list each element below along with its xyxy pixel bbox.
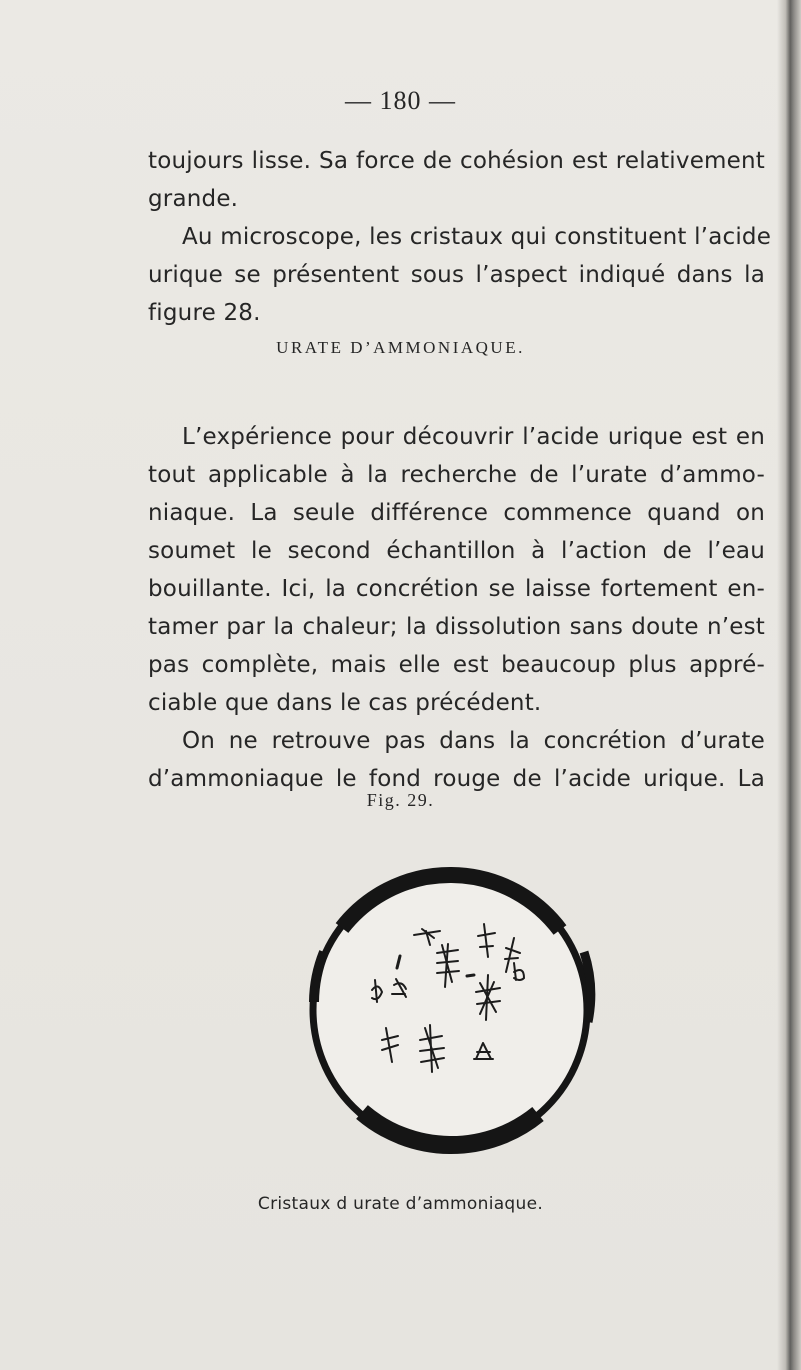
page-edge-shadow bbox=[777, 0, 801, 1370]
figure-caption: Cristaux d urate d’ammoniaque. bbox=[257, 1194, 544, 1214]
text-line: bouillante. Ici, la concrétion se laisse fortement en- bbox=[148, 576, 765, 602]
figure-label: Fig. 29. bbox=[366, 790, 435, 810]
paragraph-2 bbox=[148, 418, 765, 798]
page-number: — 180 — bbox=[345, 86, 456, 115]
text-line: niaque. La seule différence commence quand on bbox=[148, 500, 765, 526]
text-line: ciable que dans le cas précédent. bbox=[148, 690, 542, 716]
text-line: pas complète, mais elle est beaucoup plus appré- bbox=[148, 652, 765, 678]
text-line: tamer par la chaleur; la dissolution sans doute n’est bbox=[148, 614, 765, 640]
text-line: soumet le second échantillon à l’action de l’eau bbox=[148, 538, 765, 564]
microscope-figure bbox=[302, 832, 602, 1182]
section-heading: URATE D’AMMONIAQUE. bbox=[276, 338, 525, 357]
text-line: urique se présentent sous l’aspect indiqué dans la bbox=[148, 262, 765, 288]
paragraph-1 bbox=[148, 142, 772, 332]
text-line: d’ammoniaque le fond rouge de l’acide urique. La bbox=[148, 766, 765, 792]
text-line: Au microscope, les cristaux qui constituent l’acide bbox=[182, 224, 772, 250]
text-line: On ne retrouve pas dans la concrétion d’urate bbox=[182, 728, 765, 754]
text-line: tout applicable à la recherche de l’urate d’ammo- bbox=[148, 462, 765, 488]
text-line: grande. bbox=[148, 186, 239, 212]
text-line: toujours lisse. Sa force de cohésion est relativement bbox=[148, 148, 765, 174]
text-line: L’expérience pour découvrir l’acide urique est en bbox=[182, 424, 765, 450]
text-line: figure 28. bbox=[148, 300, 261, 326]
crystals-illustration bbox=[302, 832, 602, 1182]
